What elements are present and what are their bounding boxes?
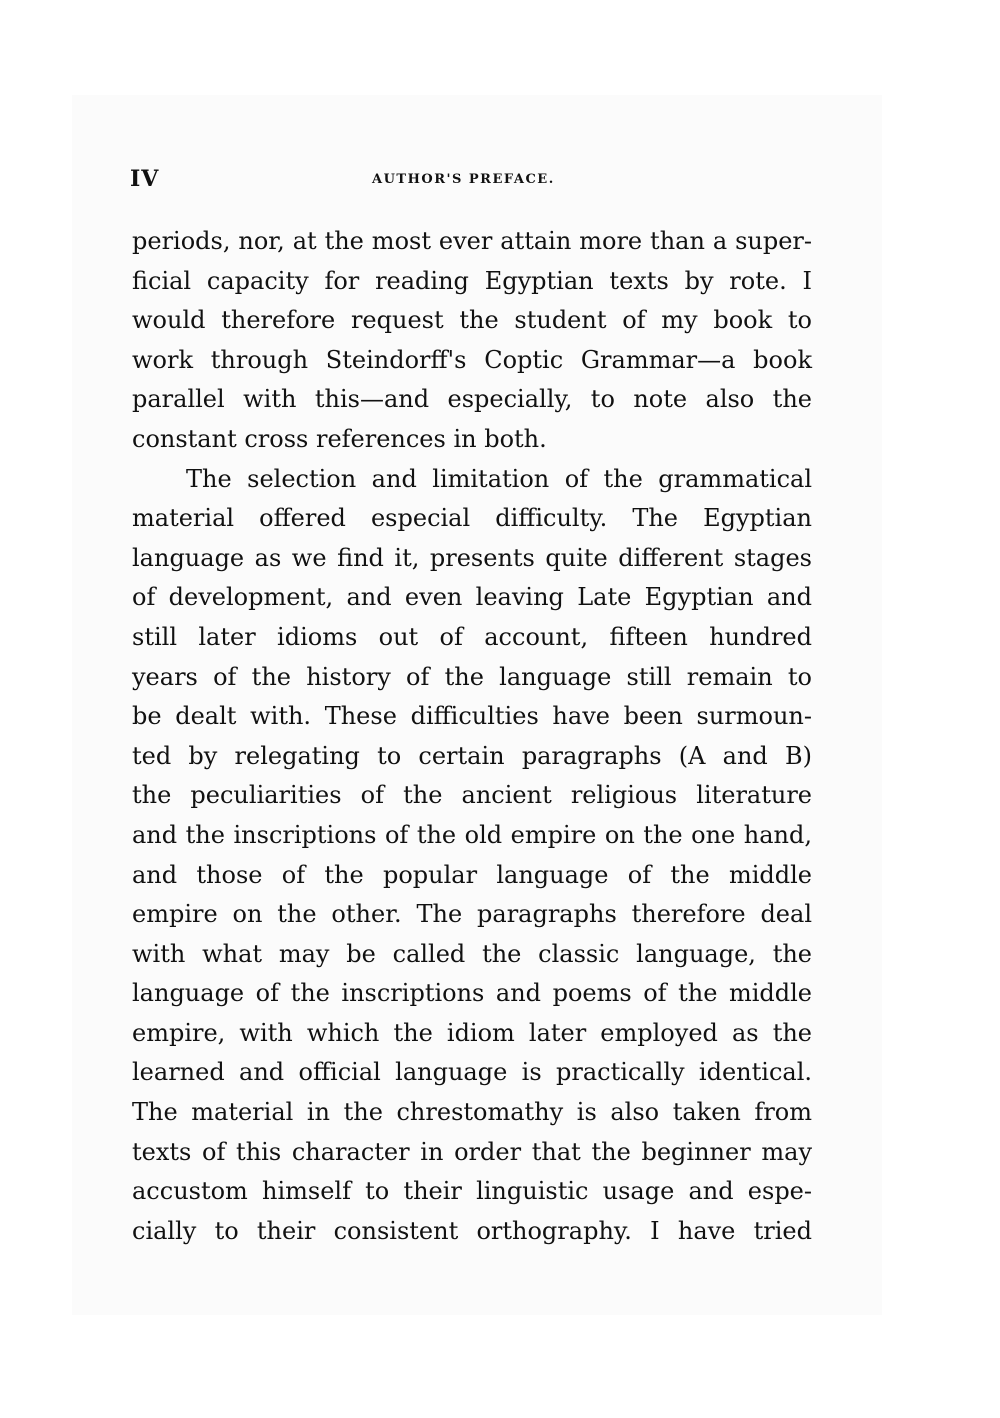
text-line: of development, and even leaving Late Egyptian and bbox=[132, 583, 812, 612]
text-line: learned and official language is practically identical. bbox=[132, 1058, 812, 1087]
text-line: still later idioms out of account, fifteen hundred bbox=[132, 622, 812, 651]
text-line: language as we find it, presents quite different stages bbox=[132, 543, 812, 572]
text-line: with what may be called the classic language, the bbox=[132, 939, 812, 968]
body-text bbox=[132, 222, 812, 1251]
text-line: periods, nor, at the most ever attain more than a super- bbox=[132, 227, 812, 255]
text-line: and those of the popular language of the middle bbox=[132, 860, 812, 889]
text-line: and the inscriptions of the old empire on the one hand, bbox=[132, 820, 812, 849]
text-line: would therefore request the student of my book to bbox=[132, 306, 812, 335]
text-line: the peculiarities of the ancient religious literature bbox=[132, 781, 812, 810]
text-line: empire, with which the idiom later employed as the bbox=[132, 1018, 812, 1047]
text-line: ficial capacity for reading Egyptian texts by rote. I bbox=[132, 266, 812, 295]
text-line: accustom himself to their linguistic usage and espe- bbox=[132, 1177, 812, 1206]
text-line: ted by relegating to certain paragraphs (A and B) bbox=[132, 741, 812, 770]
text-line: constant cross references in both. bbox=[132, 424, 547, 453]
text-line: years of the history of the language still remain to bbox=[132, 662, 812, 691]
text-line: material offered especial difficulty. The Egyptian bbox=[132, 504, 812, 533]
text-line: language of the inscriptions and poems of the middle bbox=[132, 979, 812, 1008]
text-line: be dealt with. These difficulties have been surmoun- bbox=[132, 702, 812, 731]
paragraph-first-line: The selection and limitation of the grammatical bbox=[186, 464, 812, 493]
text-line: cially to their consistent orthography. I have tried bbox=[132, 1216, 812, 1245]
page-number: IV bbox=[130, 166, 160, 192]
page-header bbox=[130, 166, 820, 196]
text-line: parallel with this—and especially, to note also the bbox=[132, 385, 812, 414]
text-line: The material in the chrestomathy is also taken from bbox=[132, 1098, 812, 1127]
running-title: AUTHOR'S PREFACE. bbox=[372, 172, 555, 187]
text-line: empire on the other. The paragraphs therefore deal bbox=[132, 900, 812, 929]
text-line: texts of this character in order that the beginner may bbox=[132, 1137, 812, 1166]
text-line: work through Steindorff's Coptic Grammar—a book bbox=[132, 345, 812, 374]
